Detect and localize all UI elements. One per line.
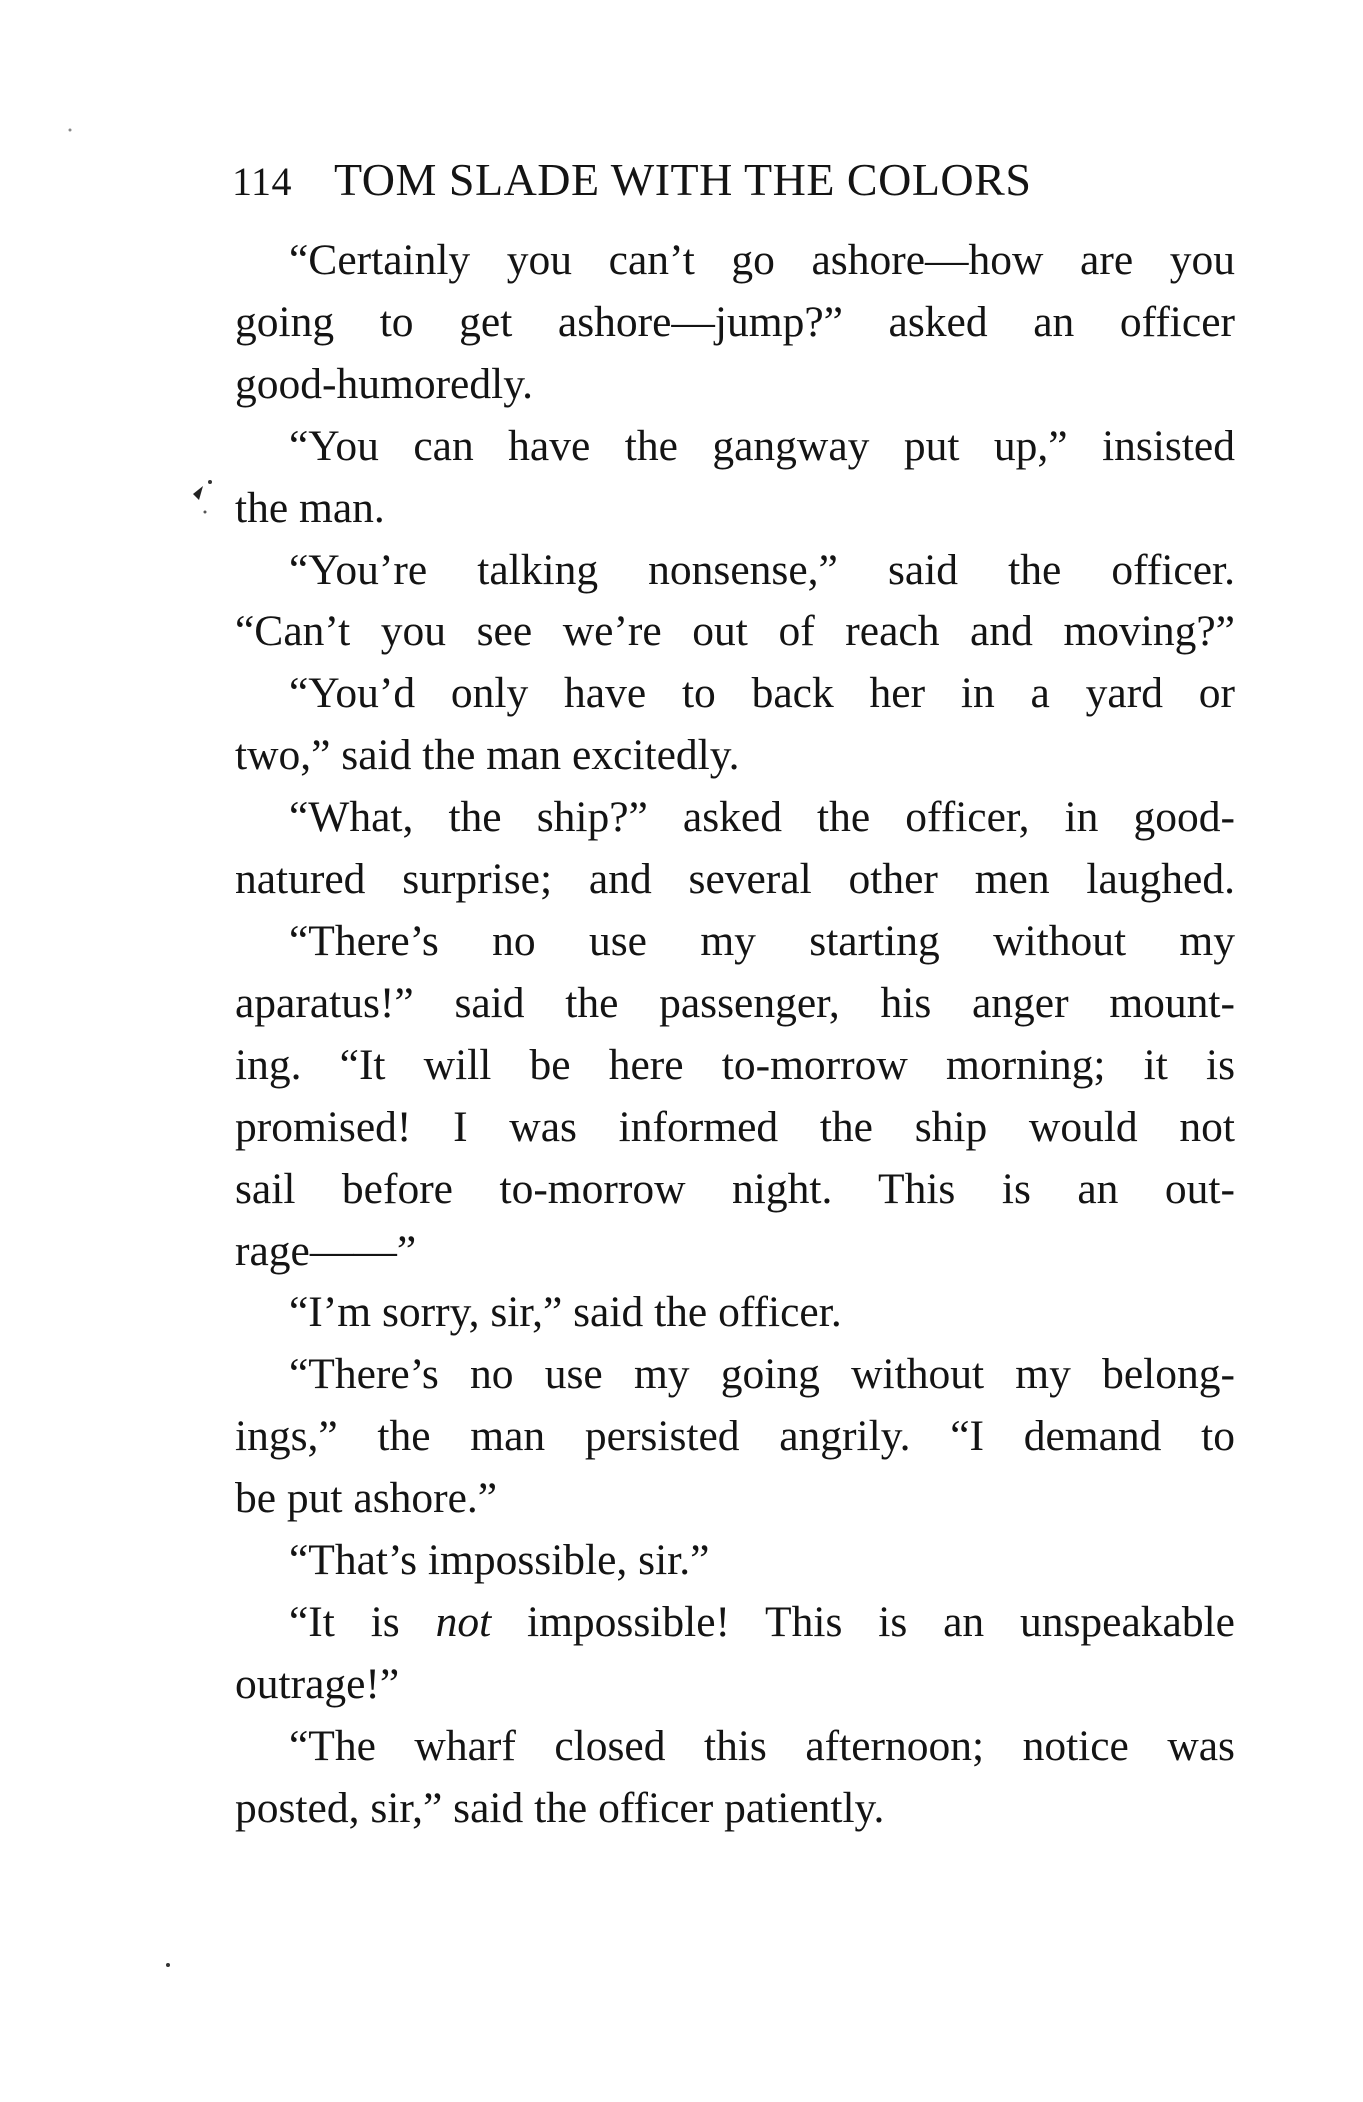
page-number: 114 — [232, 159, 293, 204]
paragraph-8 — [235, 1344, 1235, 1530]
text-line-rich — [235, 1592, 1235, 1654]
text-line: two,” said the man excitedly. — [235, 731, 740, 780]
text-line: promised! I was informed the ship would not — [235, 1102, 1235, 1151]
text-line: “There’s no use my starting without my — [289, 916, 1235, 965]
text-line: “What, the ship?” asked the officer, in good- — [289, 793, 1235, 842]
text-line: “That’s impossible, sir.” — [289, 1536, 710, 1585]
text-line: posted, sir,” said the officer patiently. — [235, 1783, 885, 1832]
text-line: “You’d only have to back her in a yard or — [289, 669, 1235, 718]
text-line: ings,” the man persisted angrily. “I demand to — [235, 1412, 1235, 1461]
text-line: ing. “It will be here to-morrow morning; it is — [235, 1040, 1235, 1089]
text-line: sail before to-morrow night. This is an out- — [235, 1164, 1235, 1213]
paragraph-9 — [235, 1530, 1235, 1592]
ink-speck — [69, 129, 72, 132]
paragraph-11 — [235, 1716, 1235, 1840]
paragraph-3 — [235, 540, 1235, 664]
paragraph-6 — [235, 911, 1235, 1282]
text-line: outrage!” — [235, 1659, 400, 1708]
text-line: “I’m sorry, sir,” said the officer. — [289, 1288, 842, 1337]
text-line: good-humoredly. — [235, 359, 534, 408]
paragraph-7 — [235, 1282, 1235, 1344]
text-line: “There’s no use my going without my belong- — [289, 1350, 1235, 1399]
text-line: “You’re talking nonsense,” said the officer. — [289, 545, 1235, 594]
paragraph-10 — [235, 1592, 1235, 1716]
running-head — [232, 150, 1182, 210]
text-run: impossible! This is an unspeakable — [491, 1597, 1235, 1646]
running-title: TOM SLADE WITH THE COLORS — [334, 154, 1032, 205]
paragraph-5 — [235, 787, 1235, 911]
paragraph-2 — [235, 416, 1235, 540]
text-line: natured surprise; and several other men laughed. — [235, 855, 1235, 904]
text-line: rage——” — [235, 1226, 417, 1275]
text-line: aparatus!” said the passenger, his anger mount- — [235, 978, 1235, 1027]
ink-speck — [204, 511, 207, 514]
text-line: the man. — [235, 483, 385, 532]
text-line: “You can have the gangway put up,” insisted — [289, 421, 1235, 470]
text-run: “It is — [289, 1597, 436, 1646]
emphasis-text: not — [435, 1597, 492, 1646]
ink-speck — [193, 486, 203, 500]
text-line: be put ashore.” — [235, 1474, 498, 1523]
body-text — [235, 230, 1235, 1840]
paragraph-4 — [235, 663, 1235, 787]
ink-speck — [166, 1963, 170, 1967]
paragraph-1 — [235, 230, 1235, 416]
text-line: going to get ashore—jump?” asked an officer — [235, 297, 1235, 346]
text-line: “Can’t you see we’re out of reach and moving?” — [235, 607, 1235, 656]
text-line: “Certainly you can’t go ashore—how are you — [289, 236, 1235, 284]
ink-speck — [208, 480, 212, 484]
text-line: “The wharf closed this afternoon; notice was — [289, 1721, 1235, 1770]
